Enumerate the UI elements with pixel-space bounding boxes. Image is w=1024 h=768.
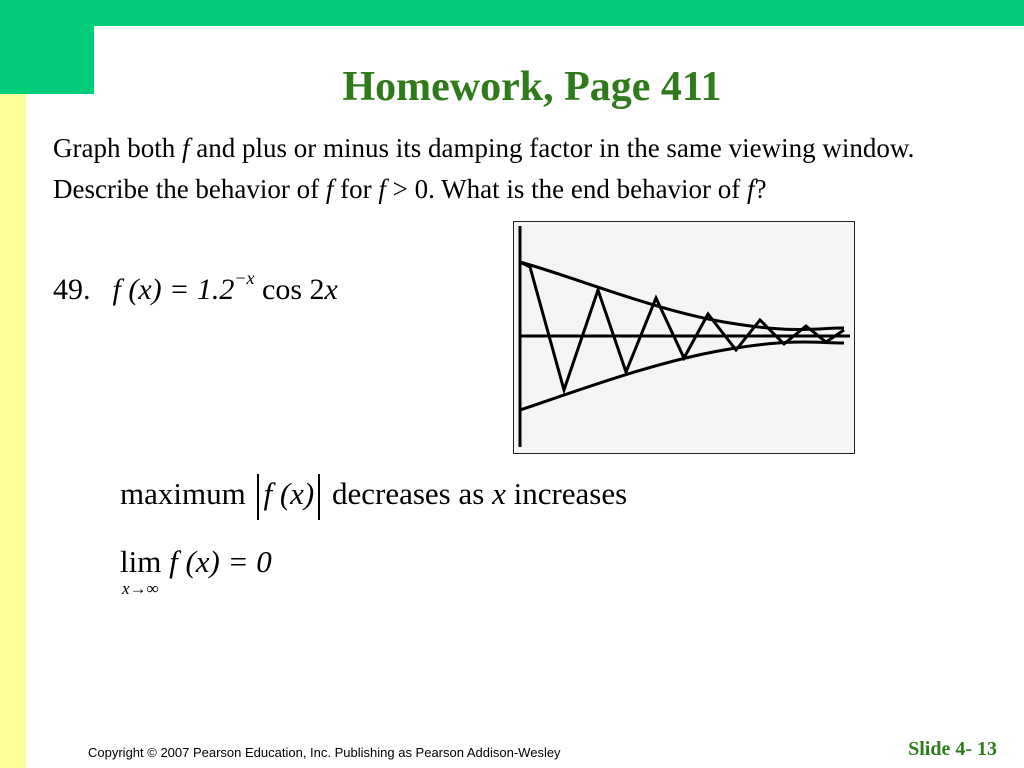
lim-label: lim: [120, 544, 162, 579]
formula-rhs: cos 2: [254, 273, 325, 306]
problem-text-3: for: [333, 174, 379, 204]
problem-f-3: f: [378, 174, 386, 204]
lim-expression: f (x) = 0: [169, 544, 272, 579]
maximum-statement: [120, 472, 627, 520]
slide-number: Slide 4- 13: [908, 738, 997, 760]
problem-text-1: Graph both: [53, 133, 182, 163]
problem-f-1: f: [181, 133, 190, 163]
problem-text-5: ?: [754, 174, 767, 204]
upper-damping-envelope: [520, 262, 844, 330]
formula-exponent: −x: [234, 268, 255, 288]
max-expression: f (x): [263, 476, 315, 511]
problem-text-2: and plus or minus its damping factor in the same viewing window. Describe the behavior of: [53, 133, 915, 204]
max-text-2: increases: [513, 476, 628, 511]
problem-number: 49.: [53, 273, 91, 306]
formula-lhs: f (x) = 1.2: [112, 273, 235, 306]
abs-bar-left: [257, 474, 259, 520]
problem-text-4: > 0. What is the end behavior of: [385, 174, 748, 204]
copyright-footer: Copyright © 2007 Pearson Education, Inc. Publishing as Pearson Addison-Wesley: [88, 745, 561, 760]
max-label: maximum: [120, 476, 246, 511]
abs-bar-right: [318, 474, 320, 520]
damped-cosine-curve: [520, 262, 844, 390]
damped-wave-plot: [514, 222, 854, 453]
slide-title: Homework, Page 411: [342, 64, 722, 110]
problem-f-2: f: [325, 174, 334, 204]
calculator-graph: [513, 221, 855, 454]
top-accent-bar: [0, 0, 1024, 26]
limit-statement: [120, 540, 272, 584]
problem-formula: [53, 262, 338, 310]
formula-variable: x: [324, 273, 338, 306]
problem-f-4: f: [747, 174, 755, 204]
max-text: decreases as: [332, 476, 485, 511]
problem-statement: [53, 128, 933, 210]
left-accent-bar: [0, 94, 26, 768]
lim-subscript: x→∞: [122, 579, 159, 598]
max-variable: x: [492, 476, 506, 511]
